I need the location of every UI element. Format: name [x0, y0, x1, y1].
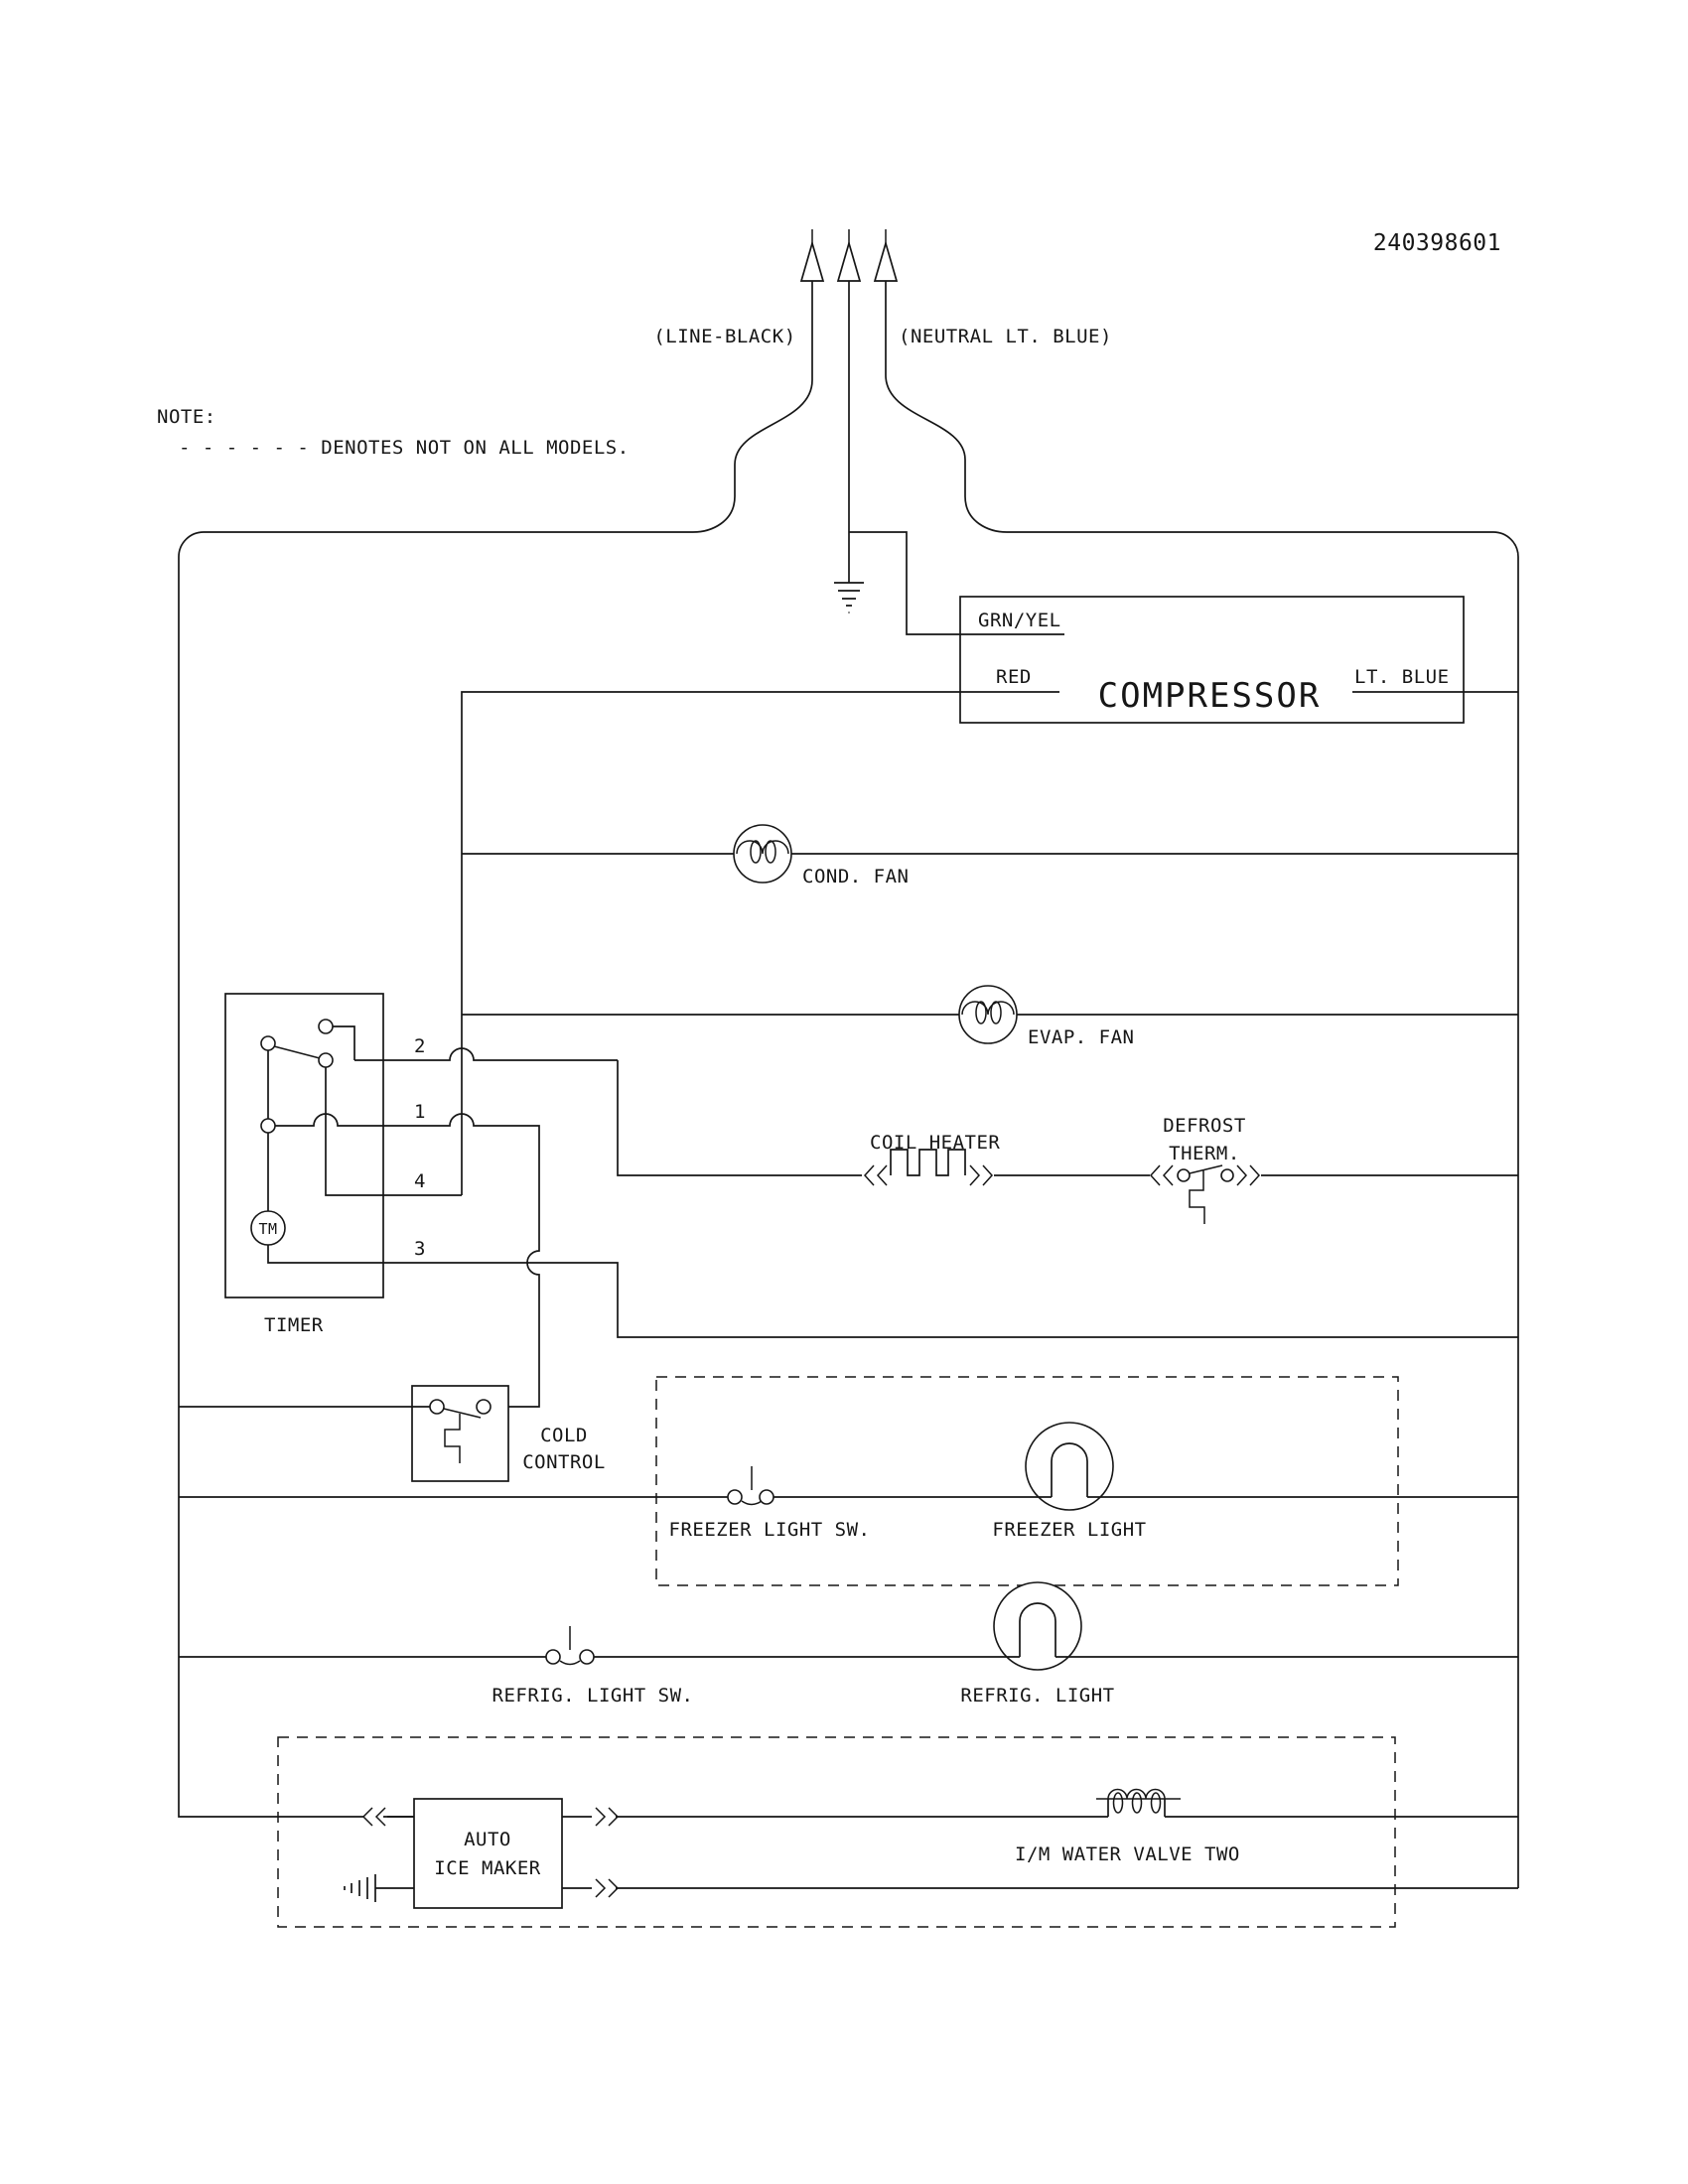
timer-terminal-1: 1 [414, 1101, 426, 1123]
ice-maker-label-1: AUTO [464, 1829, 511, 1850]
defrost-therm-label-2: THERM. [1169, 1143, 1240, 1164]
evap-fan-motor-icon [959, 986, 1134, 1048]
refrig-light-bulb-icon [994, 1582, 1081, 1670]
compressor-ground-wire-label: GRN/YEL [978, 610, 1061, 631]
timer-motor-label: TM [258, 1220, 278, 1238]
compressor-blue-wire-label: LT. BLUE [1354, 666, 1450, 688]
ice-maker-ground-icon [345, 1874, 375, 1902]
compressor-box [960, 597, 1464, 723]
refrig-light-section [179, 1582, 1518, 1706]
refrig-light-label: REFRIG. LIGHT [960, 1685, 1115, 1706]
compressor-label: COMPRESSOR [1097, 676, 1322, 716]
water-valve-solenoid-icon [1096, 1790, 1181, 1818]
note-text: - - - - - - DENOTES NOT ON ALL MODELS. [179, 437, 630, 459]
refrig-light-switch-label: REFRIG. LIGHT SW. [492, 1685, 694, 1706]
timer-terminal-4: 4 [414, 1170, 426, 1192]
defrost-therm-label-1: DEFROST [1163, 1115, 1246, 1137]
refrig-light-switch-icon [546, 1626, 594, 1665]
supply-line-arrows [693, 229, 1007, 583]
defrost-thermostat-icon [1178, 1165, 1233, 1224]
timer-terminal-2: 2 [414, 1035, 426, 1057]
freezer-light-switch-label: FREEZER LIGHT SW. [668, 1519, 871, 1541]
note-heading: NOTE: [157, 406, 216, 428]
compressor-red-wire-label: RED [996, 666, 1032, 688]
line-black-label: (LINE-BLACK) [653, 326, 796, 347]
ice-maker-label-2: ICE MAKER [434, 1857, 541, 1879]
defrost-circuit [618, 1060, 1518, 1224]
cold-control-box [179, 1386, 606, 1481]
neutral-blue-label: (NEUTRAL LT. BLUE) [899, 326, 1112, 347]
timer-terminal-3: 3 [414, 1238, 426, 1260]
freezer-light-section [179, 1377, 1518, 1585]
cond-fan-motor-icon [734, 825, 909, 887]
freezer-light-switch-icon [728, 1466, 774, 1505]
timer-label: TIMER [264, 1314, 324, 1336]
freezer-light-bulb-icon [1026, 1423, 1113, 1510]
evap-fan-label: EVAP. FAN [1028, 1026, 1135, 1048]
cold-control-label-1: COLD [540, 1425, 588, 1446]
coil-heater-label: COIL HEATER [870, 1132, 1001, 1154]
timer-box [225, 994, 1518, 1407]
part-number: 240398601 [1372, 230, 1501, 256]
freezer-light-label: FREEZER LIGHT [992, 1519, 1147, 1541]
cond-fan-label: COND. FAN [802, 866, 910, 887]
ground-icon [834, 532, 960, 634]
ice-maker-section [278, 1737, 1518, 1927]
auto-ice-maker-box [414, 1799, 562, 1908]
water-valve-label: I/M WATER VALVE TWO [1015, 1843, 1240, 1865]
cold-control-label-2: CONTROL [522, 1451, 606, 1473]
optional-dashed-box-freezer [656, 1377, 1398, 1585]
